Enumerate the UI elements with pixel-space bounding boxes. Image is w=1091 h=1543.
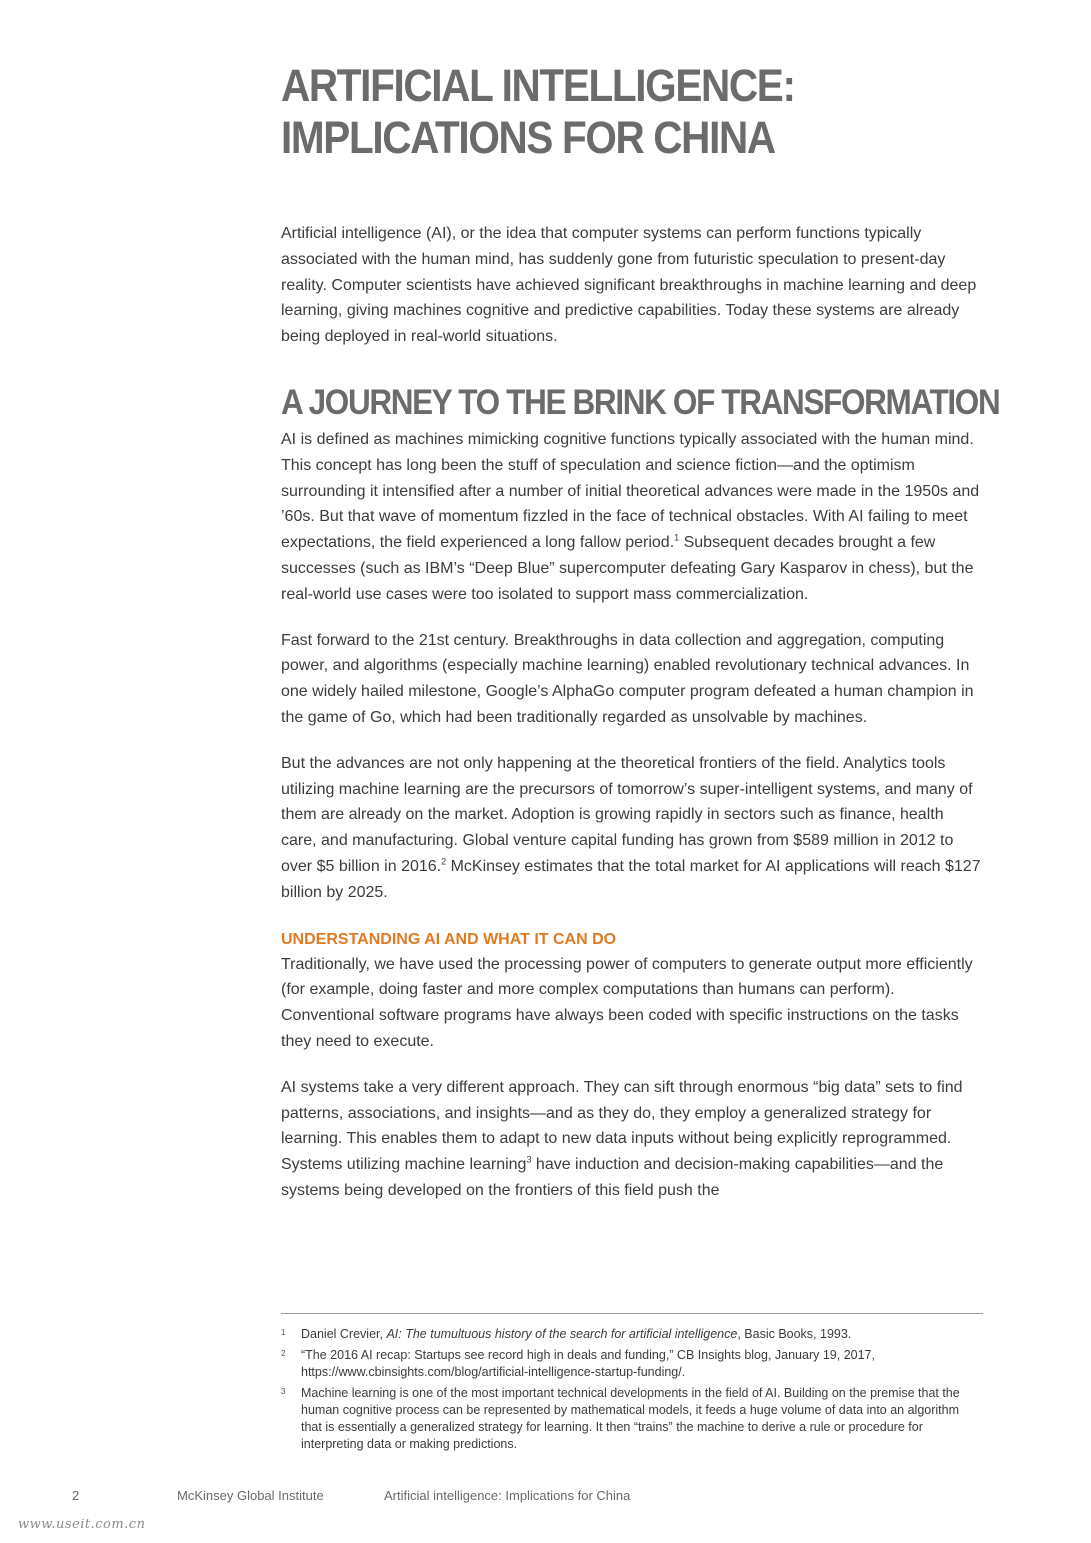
intro-paragraph: Artificial intelligence (AI), or the idea that computer systems can perform functions typically associated with the human mind, has suddenly gone from futuristic speculation to present-day reality. Computer scientists have achieved significant breakthroughs in machine learning and deep learning, giving machines cognitive and predictive capabilities. Today these systems are already being deployed in real-world situations. <box>281 225 977 346</box>
journey-p3-text-b: McKinsey estimates that the total market for AI applications will reach $127 billion by 2025. <box>281 857 981 901</box>
footer-page-number: 2 <box>72 1488 80 1503</box>
watermark: www.useit.com.cn <box>18 1517 146 1532</box>
footnotes <box>281 1313 983 1457</box>
footnote-text: “The 2016 AI recap: Startups see record high in deals and funding,” CB Insights blog, January 19, 2017, https://www.cbinsights.com/blog/artificial-intelligence-startup-funding/. <box>301 1348 875 1379</box>
footnote-3 <box>281 1385 983 1453</box>
understanding-paragraph-2 <box>281 1075 983 1204</box>
journey-p3-text-a: But the advances are not only happening at the theoretical frontiers of the field. Analytics tools utilizing machine learning are the precursors of tomorrow’s super-intelligent systems, and many of them are already on the market. Adoption is growing rapidly in sectors such as finance, health care, and manufacturing. Global venture capital funding has grown from $589 million in 2012 to over $5 billion in 2016. <box>281 754 973 875</box>
footnote-number: 3 <box>281 1387 286 1396</box>
subsection-heading-understanding-ai: UNDERSTANDING AI AND WHAT IT CAN DO <box>281 930 617 948</box>
journey-p1-text-b: Subsequent decades brought a few successes (such as IBM’s “Deep Blue” supercomputer defeating Gary Kasparov in chess), but the real-world use cases were too isolated to support mass commercialization. <box>281 534 974 603</box>
page-title <box>281 60 913 164</box>
journey-p1-text-a: AI is defined as machines mimicking cognitive functions typically associated with the human mind. This concept has long been the stuff of speculation and science fiction—and the optimism surrounding it intensified after a number of initial theoretical advances were made in the 1950s and ’60s. But that wave of momentum fizzled in the face of technical obstacles. With AI failing to meet expectations, the field experienced a long fallow period. <box>281 430 980 552</box>
footnote-text: Machine learning is one of the most important technical developments in the field of AI. Building on the premise that the human cognitive process can be represented by mathematical models, it feeds a huge volume of data into an algorithm that is essentially a generalized strategy for learning. It then “trains” the machine to derive a rule or procedure for interpreting data or making predictions. <box>301 1386 960 1451</box>
section-heading-journey: A JOURNEY TO THE BRINK OF TRANSFORMATION <box>281 382 1000 422</box>
understanding-p2-text-a: AI systems take a very different approach. They can sift through enormous “big data” sets to find patterns, associations, and insights—and as they do, they employ a generalized strategy for learning. This enables them to adapt to new data inputs without being explicitly reprogrammed. Systems utilizing machine learning <box>281 1078 963 1174</box>
understanding-p2-text-b: have induction and decision-making capabilities—and the systems being developed on the frontiers of this field push the <box>281 1156 944 1199</box>
understanding-paragraph-1: Traditionally, we have used the processing power of computers to generate output more efficiently (for example, doing faster and more complex computations than humans can perform). Conventional software programs have always been coded with specific instructions on the tasks they need to execute. <box>281 955 973 1050</box>
journey-paragraph-2: Fast forward to the 21st century. Breakthroughs in data collection and aggregation, computing power, and algorithms (especially machine learning) enabled revolutionary technical advances. In one widely hailed milestone, Google’s AlphaGo computer program defeated a human champion in the game of Go, which had been traditionally regarded as unsolvable by machines. <box>281 631 974 726</box>
main-content <box>281 60 1000 1224</box>
intro-block <box>281 221 983 350</box>
footnote-text-pre: Daniel Crevier, <box>301 1327 387 1341</box>
footnote-ref-3[interactable]: 3 <box>526 1154 532 1165</box>
footnote-text-post: , Basic Books, 1993. <box>737 1327 852 1341</box>
footnote-text <box>301 1326 983 1343</box>
journey-paragraph-1 <box>281 427 983 608</box>
footnote-ref-1[interactable]: 1 <box>674 532 680 543</box>
footnote-ref-2[interactable]: 2 <box>441 856 447 867</box>
footnote-book-title: AI: The tumultuous history of the search for artificial intelligence <box>386 1327 738 1341</box>
footnote-number: 2 <box>281 1349 286 1358</box>
page-title-line-1: ARTIFICIAL INTELLIGENCE: <box>281 60 795 111</box>
footer-publisher: McKinsey Global Institute <box>177 1488 324 1503</box>
journey-paragraph-3 <box>281 751 983 906</box>
footer-doc-title: Artificial intelligence: Implications for China <box>384 1488 631 1503</box>
footnote-1 <box>281 1326 983 1343</box>
page-title-line-2: IMPLICATIONS FOR CHINA <box>281 112 775 163</box>
footnote-number: 1 <box>281 1328 286 1337</box>
footnote-2 <box>281 1347 983 1381</box>
